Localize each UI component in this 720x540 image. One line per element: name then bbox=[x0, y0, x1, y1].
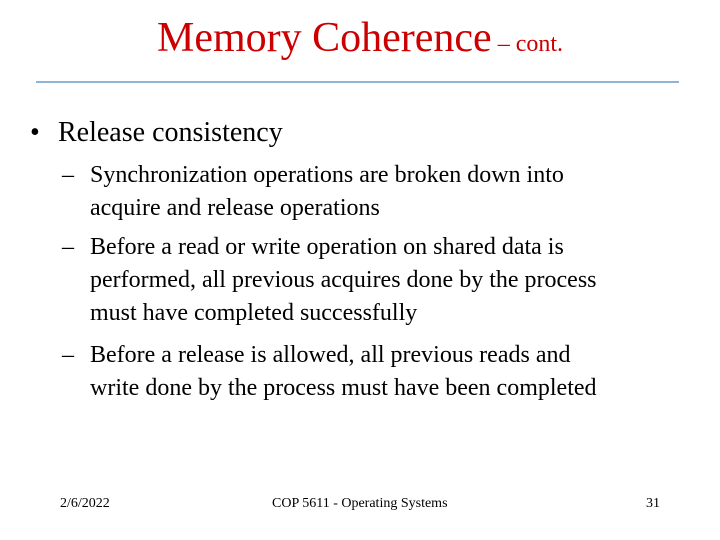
slide-title bbox=[0, 14, 720, 62]
sub-bullet-line: acquire and release operations bbox=[90, 195, 380, 221]
footer-page-number: 31 bbox=[646, 496, 660, 511]
bullet-text: Release consistency bbox=[58, 117, 283, 148]
sub-bullet-1 bbox=[62, 159, 564, 225]
sub-bullet-line: Before a read or write operation on shared data is bbox=[90, 234, 564, 260]
sub-bullet-line: Before a release is allowed, all previous reads and bbox=[90, 342, 571, 368]
bullet-marker: • bbox=[30, 117, 40, 148]
sub-bullet-line: Synchronization operations are broken down into bbox=[90, 162, 564, 188]
sub-bullet-2 bbox=[62, 231, 597, 330]
dash-marker: – bbox=[62, 342, 74, 368]
sub-bullet-line: performed, all previous acquires done by the process bbox=[90, 267, 597, 293]
dash-marker: – bbox=[62, 234, 74, 260]
main-bullet bbox=[30, 114, 283, 152]
sub-bullet-line: write done by the process must have been completed bbox=[90, 375, 597, 401]
dash-marker: – bbox=[62, 162, 74, 188]
title-sub: – cont. bbox=[497, 31, 564, 57]
sub-bullet-line: must have completed successfully bbox=[90, 300, 418, 326]
sub-bullet-3 bbox=[62, 339, 597, 405]
footer-date: 2/6/2022 bbox=[60, 496, 110, 511]
title-divider bbox=[36, 81, 679, 83]
title-main: Memory Coherence bbox=[156, 15, 492, 61]
footer-course: COP 5611 - Operating Systems bbox=[272, 496, 448, 511]
